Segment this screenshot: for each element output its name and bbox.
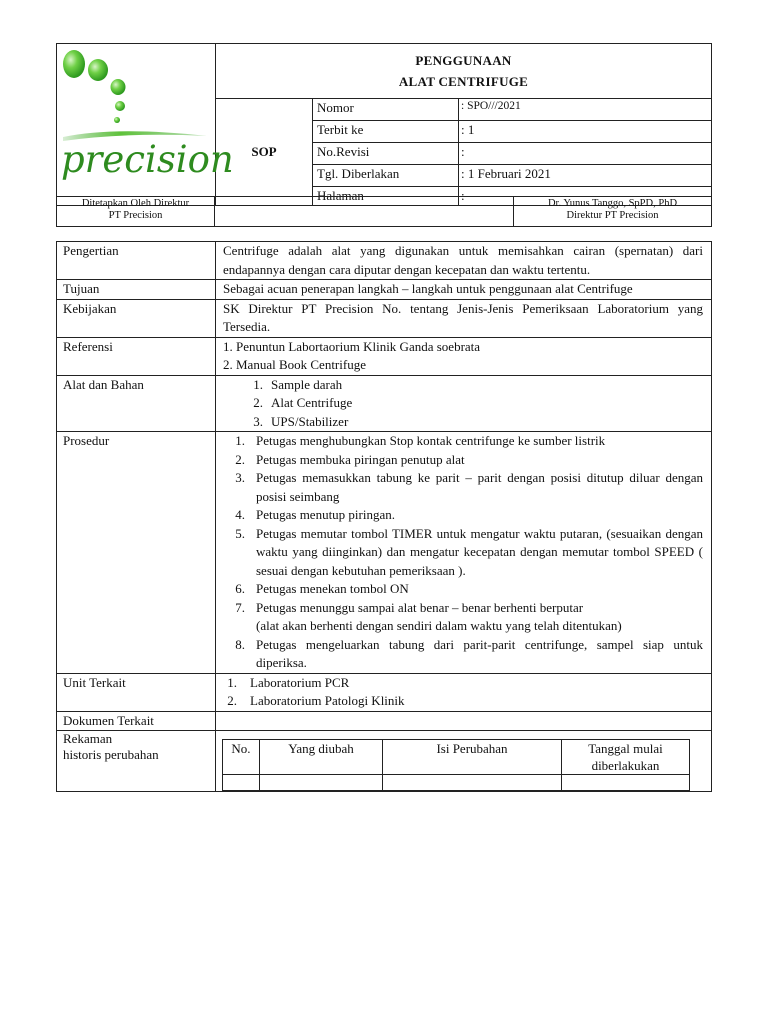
meta-value-tgl: : 1 Februari 2021 [459,165,712,187]
list-item [223,451,703,470]
logo-wordmark: precision [61,138,234,181]
meta-value-halaman: : [459,187,712,206]
logo-cell [57,44,234,206]
title-line-2: ALAT CENTRIFUGE [398,74,529,89]
content-alat [216,375,712,432]
list-item [223,413,703,432]
revision-header-yang-diubah: Yang diubah [260,740,383,775]
list-text: Laboratorium Patologi Klinik [250,693,405,708]
list-item [223,525,703,581]
list-number: 2. [235,451,245,467]
signature-left-line-1: Ditetapkan Oleh Direktur [81,198,190,209]
signature-right-line-1: Dr. Yunus Tanggo, SpPD, PhD [547,198,678,209]
revision-empty-row [223,775,690,791]
list-item [223,580,703,599]
list-number: 1. [253,376,263,392]
list-item [223,599,703,636]
list-text: Laboratorium PCR [250,674,350,690]
content-unit [216,673,712,711]
list-text: Petugas menutup piringan. [256,507,396,522]
list-text: Petugas menekan tombol ON [256,581,409,596]
signature-blank [215,197,514,227]
unit-list [223,674,703,711]
label-tujuan: Tujuan [57,280,216,300]
row-pengertian [57,242,712,280]
content-rekaman [216,731,712,792]
list-number: 7. [235,599,245,615]
revision-header-no: No. [223,740,260,775]
signature-right [514,197,712,227]
label-kebijakan: Kebijakan [57,299,216,337]
precision-logo [57,44,234,197]
meta-label-revisi: No.Revisi [313,143,459,165]
prosedur-list [223,432,703,673]
label-pengertian: Pengertian [57,242,216,280]
label-referensi: Referensi [57,337,216,375]
signature-left-line-2: PT Precision [108,210,163,221]
list-text: Petugas membuka piringan penutup alat [256,451,465,467]
list-item [223,636,703,673]
list-item [223,469,703,506]
label-alat: Alat dan Bahan [57,375,216,432]
meta-value-terbit: : 1 [459,121,712,143]
list-text: Petugas menghubungkan Stop kontak centrifunge ke sumber listrik [256,433,606,448]
list-item [223,394,703,413]
list-item [223,376,703,395]
label-rekaman [57,731,216,792]
meta-value-nomor: : SPO///2021 [459,99,712,121]
row-alat [57,375,712,432]
signature-right-line-2: Direktur PT Precision [566,210,659,221]
revision-cell [383,775,562,791]
label-rekaman-line-2: historis perubahan [63,747,159,762]
revision-header-tanggal: Tanggal mulai diberlakukan [562,740,690,775]
revision-history-table [222,739,690,791]
content-prosedur [216,432,712,674]
list-number: 4. [235,507,245,522]
list-number: 1. [227,674,237,690]
revision-cell [260,775,383,791]
list-text [256,599,703,636]
list-number: 3. [235,470,245,485]
referensi-item: 2. Manual Book Centrifuge [223,357,366,372]
content-dokumen [216,711,712,731]
label-rekaman-line-1: Rekaman [63,731,113,746]
revision-header-row [223,740,690,775]
row-rekaman [57,731,712,792]
label-unit: Unit Terkait [57,673,216,711]
title-line-1: PENGGUNAAN [415,53,512,68]
meta-label-tgl: Tgl. Diberlakan [313,165,459,187]
list-number: 6. [235,581,245,596]
sop-label: SOP [216,99,313,206]
list-text: Sample darah [271,376,343,392]
referensi-item: 1. Penuntun Labortaorium Klinik Ganda soebrata [223,338,481,354]
alat-list [223,376,703,432]
row-kebijakan [57,299,712,337]
list-text-line: Petugas menunggu sampai alat benar – benar berhenti berputar [256,599,584,615]
list-number: 2. [253,395,263,410]
list-item [223,506,703,525]
list-text: Petugas memutar tombol TIMER untuk mengatur waktu putaran, (sesuaikan dengan waktu yang diinginkan) dan mengatur kecepatan dengan memutar tombol SPEED ( sesuai dengan kebutuhan pemeriksaan ). [256,525,703,578]
row-prosedur [57,432,712,674]
content-kebijakan: SK Direktur PT Precision No. tentang Jenis-Jenis Pemeriksaan Laboratorium yang Tersedia. [216,299,712,337]
signature-row [56,196,712,227]
signature-left [57,197,215,227]
sop-header-table [56,43,712,206]
list-item [223,674,703,693]
list-number: 3. [253,413,263,429]
row-unit [57,673,712,711]
list-number: 2. [227,693,237,708]
row-dokumen [57,711,712,731]
sop-content-table [56,241,712,792]
row-referensi [57,337,712,375]
list-text: UPS/Stabilizer [271,413,349,429]
content-referensi [216,337,712,375]
list-text: Petugas mengeluarkan tabung dari parit-parit centrifunge, sampel siap untuk diperiksa. [256,636,703,670]
revision-cell [562,775,690,791]
list-number: 5. [235,525,245,541]
list-text-line: (alat akan berhenti dengan sendiri dalam waktu yang telah ditentukan) [256,618,622,633]
content-tujuan: Sebagai acuan penerapan langkah – langkah untuk penggunaan alat Centrifuge [216,280,712,300]
revision-header-isi: Isi Perubahan [383,740,562,775]
row-tujuan [57,280,712,300]
label-dokumen: Dokumen Terkait [57,711,216,731]
list-text: Petugas memasukkan tabung ke parit – parit dengan posisi ditutup diluar dengan posisi seimbang [256,470,703,504]
list-number: 8. [235,636,245,652]
content-pengertian: Centrifuge adalah alat yang digunakan untuk memisahkan cairan (spernatan) dari endapannya dengan cara diputar dengan kecepatan dan waktu tertentu. [216,242,712,280]
meta-label-halaman: Halaman [313,187,459,206]
revision-cell [223,775,260,791]
list-item [223,692,703,711]
list-number: 1. [235,433,245,448]
meta-label-nomor: Nomor [313,99,459,121]
document-title [216,44,712,99]
label-prosedur: Prosedur [57,432,216,674]
meta-label-terbit: Terbit ke [313,121,459,143]
list-item [223,432,703,451]
meta-value-revisi: : [459,143,712,165]
list-text: Alat Centrifuge [271,395,353,410]
